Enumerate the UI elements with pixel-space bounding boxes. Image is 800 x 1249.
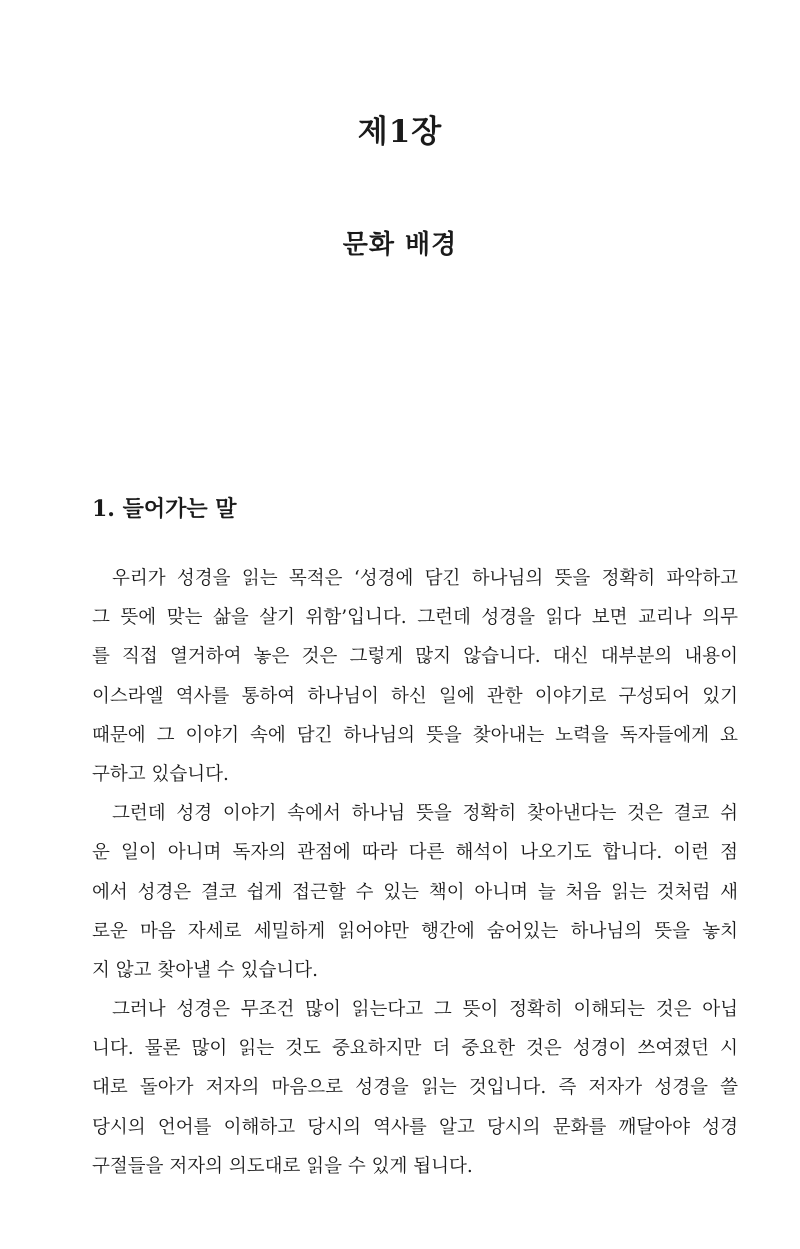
text-line: 운 일이 아니며 독자의 관점에 따라 다른 해석이 나오기도 합니다. 이런 점 — [92, 842, 738, 864]
text-line: 를 직접 열거하여 놓은 것은 그렇게 많지 않습니다. 대신 대부분의 내용이 — [92, 646, 738, 668]
body-text — [92, 566, 738, 1193]
text-line: 구절들을 저자의 의도대로 읽을 수 있게 됩니다. — [92, 1155, 473, 1177]
chapter-title: 문화 배경 — [342, 230, 458, 260]
text-line: 그러나 성경은 무조건 많이 읽는다고 그 뜻이 정확히 이해되는 것은 아닙 — [112, 999, 738, 1021]
text-line: 때문에 그 이야기 속에 담긴 하나님의 뜻을 찾아내는 노력을 독자들에게 요 — [92, 724, 738, 746]
text-line: 당시의 언어를 이해하고 당시의 역사를 알고 당시의 문화를 깨달아야 성경 — [92, 1116, 738, 1138]
text-line: 구하고 있습니다. — [92, 763, 229, 785]
chapter-number: 제1장 — [357, 114, 443, 150]
text-line: 우리가 성경을 읽는 목적은 ‘성경에 담긴 하나님의 뜻을 정확히 파악하고 — [112, 568, 738, 589]
text-line: 그 뜻에 맞는 삶을 살기 위함’입니다. 그런데 성경을 읽다 보면 교리나 의무 — [92, 607, 738, 629]
text-line: 이스라엘 역사를 통하여 하나님이 하신 일에 관한 이야기로 구성되어 있기 — [92, 685, 738, 707]
text-line: 지 않고 찾아낼 수 있습니다. — [92, 959, 318, 981]
section-heading: 1. 들어가는 말 — [92, 496, 237, 522]
text-line: 니다. 물론 많이 읽는 것도 중요하지만 더 중요한 것은 성경이 쓰여졌던 시 — [92, 1038, 738, 1060]
text-line: 대로 돌아가 저자의 마음으로 성경을 읽는 것입니다. 즉 저자가 성경을 쓸 — [92, 1077, 738, 1099]
text-line: 에서 성경은 결코 쉽게 접근할 수 있는 책이 아니며 늘 처음 읽는 것처럼 새 — [92, 881, 738, 903]
text-line: 로운 마음 자세로 세밀하게 읽어야만 행간에 숨어있는 하나님의 뜻을 놓치 — [92, 920, 738, 942]
text-line: 그런데 성경 이야기 속에서 하나님 뜻을 정확히 찾아낸다는 것은 결코 쉬 — [112, 803, 738, 825]
